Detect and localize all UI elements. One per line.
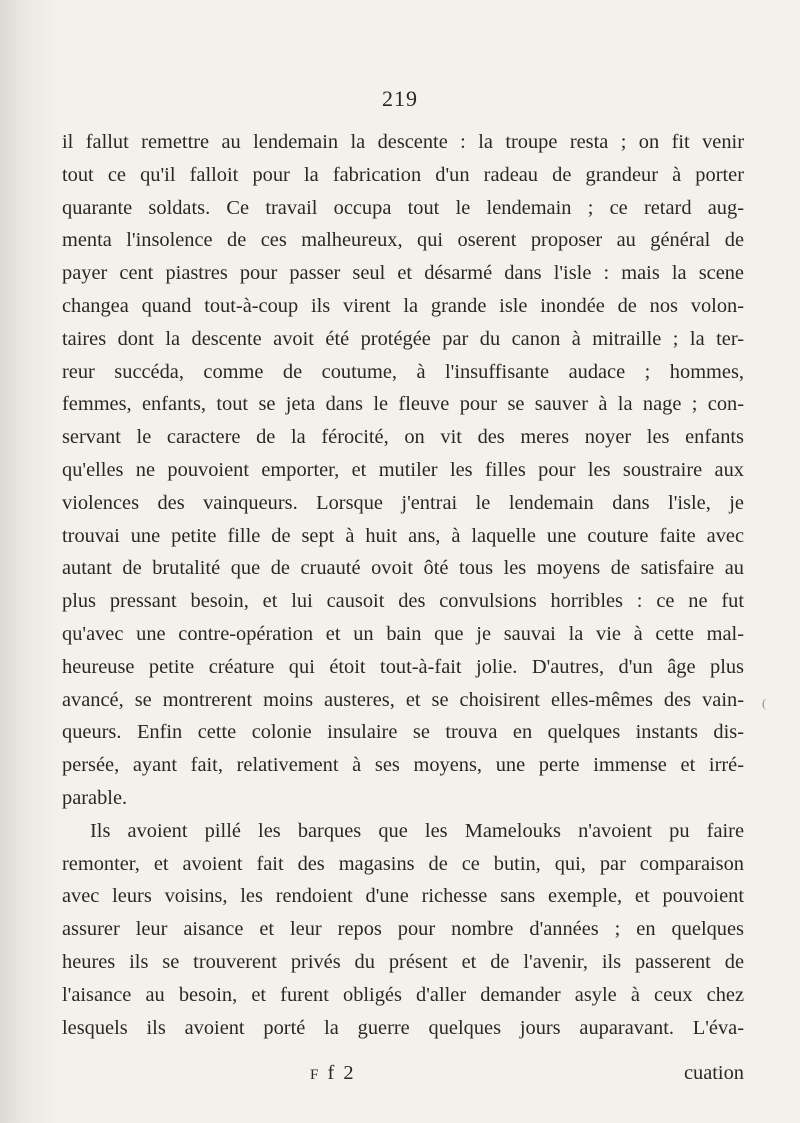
text-line: autant de brutalité que de cruauté ovoit ôté tous les moyens de satisfaire au (62, 557, 744, 580)
text-line: servant le caractere de la férocité, on vit des meres noyer les enfants (62, 426, 744, 449)
text-line: femmes, enfants, tout se jeta dans le fleuve pour se sauver à la nage ; con- (62, 393, 744, 416)
text-line: trouvai une petite fille de sept à huit ans, à laquelle une couture faite avec (62, 524, 744, 547)
text-line: remonter, et avoient fait des magasins de ce butin, qui, par comparaison (62, 852, 744, 875)
text-line: heures ils se trouverent privés du présent et de l'avenir, ils passerent de (62, 950, 744, 973)
text-line: violences des vainqueurs. Lorsque j'entrai le lendemain dans l'isle, je (62, 491, 744, 514)
text-line: il fallut remettre au lendemain la descente : la troupe resta ; on fit venir (62, 131, 744, 153)
body-text (62, 126, 744, 1044)
text-line: avec leurs voisins, les rendoient d'une richesse sans exemple, et pouvoient (62, 885, 744, 908)
text-line: l'aisance au besoin, et furent obligés d'aller demander asyle à ceux chez (62, 983, 744, 1006)
text-line: reur succéda, comme de coutume, à l'insuffisante audace ; hommes, (62, 360, 744, 383)
text-line: qu'elles ne pouvoient emporter, et mutiler les filles pour les soustraire aux (62, 458, 744, 481)
text-line: assurer leur aisance et leur repos pour nombre d'années ; en quelques (62, 918, 744, 941)
text-line: payer cent piastres pour passer seul et désarmé dans l'isle : mais la scene (62, 262, 744, 285)
text-line: persée, ayant fait, relativement à ses moyens, une perte immense et irré- (62, 754, 744, 777)
text-line: lesquels ils avoient porté la guerre quelques jours auparavant. L'éva- (62, 1016, 744, 1039)
text-line: queurs. Enfin cette colonie insulaire se trouva en quelques instants dis- (62, 721, 744, 744)
text-line: tout ce qu'il falloit pour la fabrication d'un radeau de grandeur à porter (62, 163, 744, 186)
signature-mark (310, 1062, 356, 1085)
text-line: changea quand tout-à-coup ils virent la grande isle inondée de nos volon- (62, 294, 744, 317)
page-footer (62, 1062, 744, 1092)
catchword: cuation (683, 1062, 744, 1084)
text-line: quarante soldats. Ce travail occupa tout le lendemain ; ce retard aug- (62, 196, 744, 219)
text-line: Ils avoient pillé les barques que les Mamelouks n'avoient pu faire (90, 819, 744, 842)
text-line: taires dont la descente avoit été protégée par du canon à mitraille ; la ter- (62, 327, 744, 350)
page-number: 219 (382, 86, 418, 111)
margin-mark: ( (762, 696, 766, 710)
text-line: plus pressant besoin, et lui causoit des convulsions horribles : ce ne fut (62, 590, 744, 613)
text-line: qu'avec une contre-opération et un bain que je sauvai la vie à cette mal- (62, 622, 744, 645)
text-line: heureuse petite créature qui étoit tout-à-fait jolie. D'autres, d'un âge plus (62, 655, 744, 678)
signature-letter: F (310, 1067, 321, 1083)
signature-rest: f 2 (327, 1062, 356, 1084)
text-line: avancé, se montrerent moins austeres, et se choisirent elles-mêmes des vain- (62, 688, 744, 711)
text-line: parable. (62, 786, 128, 809)
text-line: menta l'insolence de ces malheureux, qui oserent proposer au général de (62, 229, 744, 252)
